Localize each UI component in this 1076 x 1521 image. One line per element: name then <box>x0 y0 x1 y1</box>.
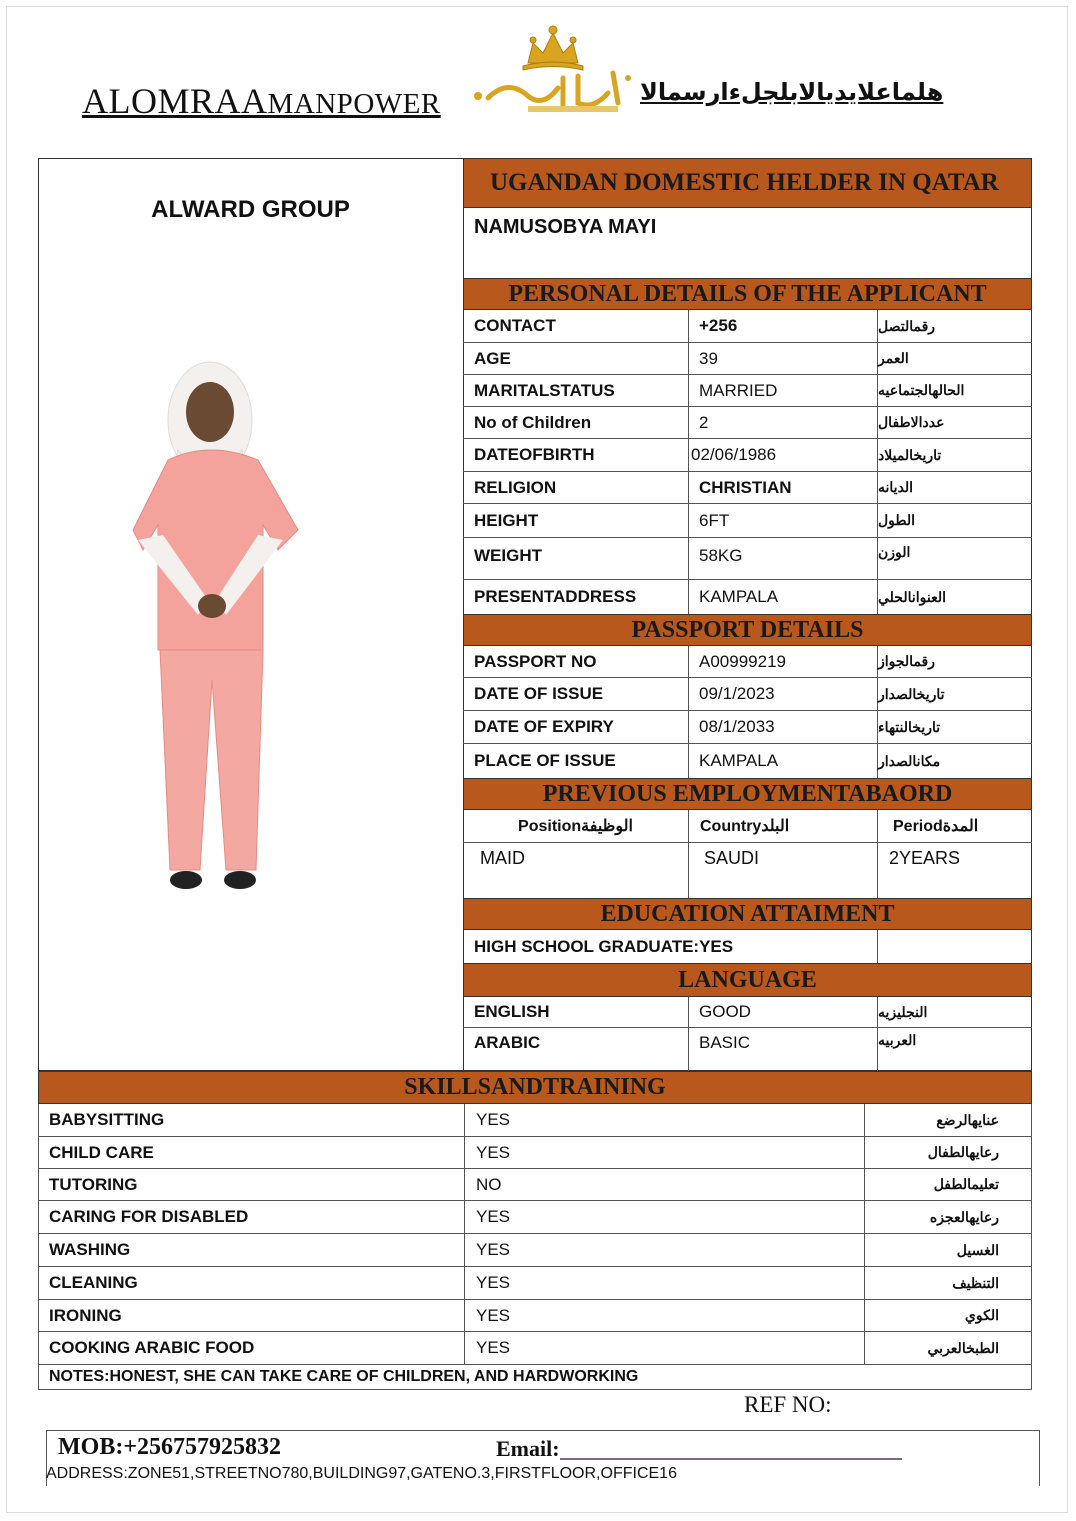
skill-arabic: التنظيف <box>864 1267 1033 1299</box>
skill-label: WASHING <box>49 1240 131 1259</box>
passport-row <box>463 646 1032 678</box>
personal-details-band <box>463 278 1032 310</box>
skill-value: YES <box>464 1267 864 1299</box>
column-header-country: Countryالبلد <box>688 810 877 842</box>
brand-name <box>82 80 441 122</box>
field-arabic: رقمالجواز <box>877 646 1032 677</box>
language-arabic: العربيه <box>877 1028 1032 1071</box>
field-value: KAMPALA <box>688 744 877 778</box>
skill-value: YES <box>464 1234 864 1266</box>
skill-row <box>38 1267 1032 1300</box>
field-arabic: الطول <box>877 504 1032 537</box>
skill-value: YES <box>464 1104 864 1136</box>
field-arabic: رقمالتصل <box>877 310 1032 342</box>
company-name: ALWARD GROUP <box>151 196 350 223</box>
employment-header-row <box>463 810 1032 843</box>
field-value: 09/1/2023 <box>688 678 877 710</box>
field-label: DATE OF ISSUE <box>474 684 604 703</box>
applicant-name-row <box>463 208 1032 278</box>
personal-details-heading: PERSONAL DETAILS OF THE APPLICANT <box>508 280 987 307</box>
field-arabic: العنوانالحلي <box>877 580 1032 614</box>
education-text: HIGH SCHOOL GRADUATE:YES <box>474 936 734 956</box>
language-row <box>463 1028 1032 1071</box>
field-label: CONTACT <box>474 316 556 335</box>
passport-band <box>463 614 1032 646</box>
personal-row <box>463 310 1032 343</box>
employment-heading: PREVIOUS EMPLOYMENTABAORD <box>542 780 953 807</box>
field-value: 02/06/1986 <box>688 439 877 471</box>
brand-part2: MANPOWER <box>267 88 441 120</box>
skill-label: TUTORING <box>49 1174 138 1194</box>
ref-no: REF NO: <box>744 1392 832 1417</box>
email-label: Email: <box>496 1436 560 1461</box>
footer-address: ADDRESS:ZONE51,STREETNO780,BUILDING97,GATENO.3,FIRSTFLOOR,OFFICE16 <box>46 1465 677 1482</box>
field-label: PRESENTADDRESS <box>474 587 637 606</box>
language-band <box>463 963 1032 997</box>
personal-row <box>463 472 1032 504</box>
skill-label: CLEANING <box>49 1273 138 1292</box>
personal-row <box>463 407 1032 439</box>
personal-row <box>463 375 1032 407</box>
skill-arabic: الطبخالعربي <box>864 1332 1033 1364</box>
field-label: PASSPORT NO <box>474 651 597 671</box>
field-label: WEIGHT <box>474 546 542 565</box>
skill-row <box>38 1201 1032 1234</box>
field-label: No of Children <box>474 412 592 432</box>
skill-row <box>38 1104 1032 1137</box>
personal-row <box>463 439 1032 472</box>
skill-arabic: الكوي <box>864 1300 1033 1331</box>
skill-arabic: عنايهالرضع <box>864 1104 1033 1136</box>
position-title-band <box>463 158 1032 208</box>
language-level: GOOD <box>688 997 877 1027</box>
personal-row <box>463 343 1032 375</box>
employment-country: SAUDI <box>688 843 877 898</box>
skills-band <box>38 1071 1032 1104</box>
personal-row <box>463 538 1032 580</box>
skill-value: YES <box>464 1137 864 1168</box>
arabic-heading: هلماعلايديالابلجلءارسمالا <box>640 78 944 106</box>
field-value: 6FT <box>688 504 877 537</box>
applicant-photo <box>128 360 308 900</box>
mobile-number: MOB:+256757925832 <box>58 1434 281 1460</box>
field-label: PLACE OF ISSUE <box>474 751 616 770</box>
field-value: 58KG <box>688 538 877 579</box>
notes-text: NOTES:HONEST, SHE CAN TAKE CARE OF CHILDREN, AND HARDWORKING <box>49 1368 639 1385</box>
language-arabic: النجليزيه <box>877 997 1032 1027</box>
field-arabic: الديانه <box>877 472 1032 503</box>
field-arabic: تاريخالصدار <box>877 678 1032 710</box>
skill-value: YES <box>464 1300 864 1331</box>
field-label: MARITALSTATUS <box>474 380 615 400</box>
skill-arabic: رعايهالعجزه <box>864 1201 1033 1233</box>
skill-label: BABYSITTING <box>49 1110 165 1129</box>
skill-label: COOKING ARABIC FOOD <box>49 1338 255 1357</box>
passport-row <box>463 678 1032 711</box>
field-label: AGE <box>474 348 511 368</box>
personal-row <box>463 504 1032 538</box>
column-header-period: Periodالمدة <box>877 810 1032 842</box>
skill-row <box>38 1300 1032 1332</box>
field-value: +256 <box>688 310 877 342</box>
field-value: CHRISTIAN <box>688 472 877 503</box>
education-heading: EDUCATION ATTAIMENT <box>600 900 895 927</box>
brand-part1: ALOMRAA <box>82 81 268 121</box>
employment-row <box>463 843 1032 898</box>
language-row <box>463 997 1032 1028</box>
field-arabic: مكانالصدار <box>877 744 1032 778</box>
skill-row <box>38 1332 1032 1365</box>
field-label: DATE OF EXPIRY <box>474 717 614 736</box>
field-value: KAMPALA <box>688 580 877 614</box>
language-label: ARABIC <box>474 1033 541 1052</box>
employment-period: 2YEARS <box>877 843 1032 898</box>
skill-value: NO <box>464 1169 864 1200</box>
field-arabic: تاريخالنتهاء <box>877 711 1032 743</box>
language-level: BASIC <box>688 1028 877 1071</box>
field-arabic: الوزن <box>877 538 1032 579</box>
field-value: 39 <box>688 343 877 374</box>
skill-row <box>38 1169 1032 1201</box>
field-arabic: عددالاطفال <box>877 407 1032 438</box>
field-label: HEIGHT <box>474 510 539 530</box>
field-value: 2 <box>688 407 877 438</box>
passport-row <box>463 744 1032 778</box>
passport-row <box>463 711 1032 744</box>
language-label: ENGLISH <box>474 1002 550 1021</box>
field-arabic: الحالهالجتماعيه <box>877 375 1032 406</box>
skill-label: CHILD CARE <box>49 1142 154 1162</box>
passport-heading: PASSPORT DETAILS <box>631 616 864 643</box>
field-arabic: تاريخالميلاد <box>877 439 1032 471</box>
skill-value: YES <box>464 1201 864 1233</box>
personal-row <box>463 580 1032 614</box>
skill-row <box>38 1137 1032 1169</box>
field-value: A00999219 <box>688 646 877 677</box>
notes-row <box>38 1365 1032 1390</box>
employment-position: MAID <box>480 848 525 868</box>
skill-arabic: تعليمالطفل <box>864 1169 1033 1200</box>
employment-band <box>463 778 1032 810</box>
position-title: UGANDAN DOMESTIC HELDER IN QATAR <box>490 169 999 196</box>
field-label: DATEOFBIRTH <box>474 445 595 464</box>
field-arabic: العمر <box>877 343 1032 374</box>
skill-label: IRONING <box>49 1305 122 1325</box>
language-heading: LANGUAGE <box>678 966 817 993</box>
field-label: RELIGION <box>474 477 557 497</box>
field-value: 08/1/2033 <box>688 711 877 743</box>
education-blank <box>877 930 1032 963</box>
skill-value: YES <box>464 1332 864 1364</box>
email-line <box>560 1458 902 1460</box>
company-logo <box>468 18 638 118</box>
skill-arabic: الغسيل <box>864 1234 1033 1266</box>
skills-heading: SKILLSANDTRAINING <box>404 1074 666 1100</box>
skill-arabic: رعايهالطفال <box>864 1137 1033 1168</box>
field-value: MARRIED <box>688 375 877 406</box>
education-band <box>463 898 1032 930</box>
column-header-position: Positionالوظيفة <box>518 818 633 835</box>
applicant-name: NAMUSOBYA MAYI <box>474 216 657 238</box>
education-row <box>463 930 1032 963</box>
skill-label: CARING FOR DISABLED <box>49 1207 249 1226</box>
skill-row <box>38 1234 1032 1267</box>
